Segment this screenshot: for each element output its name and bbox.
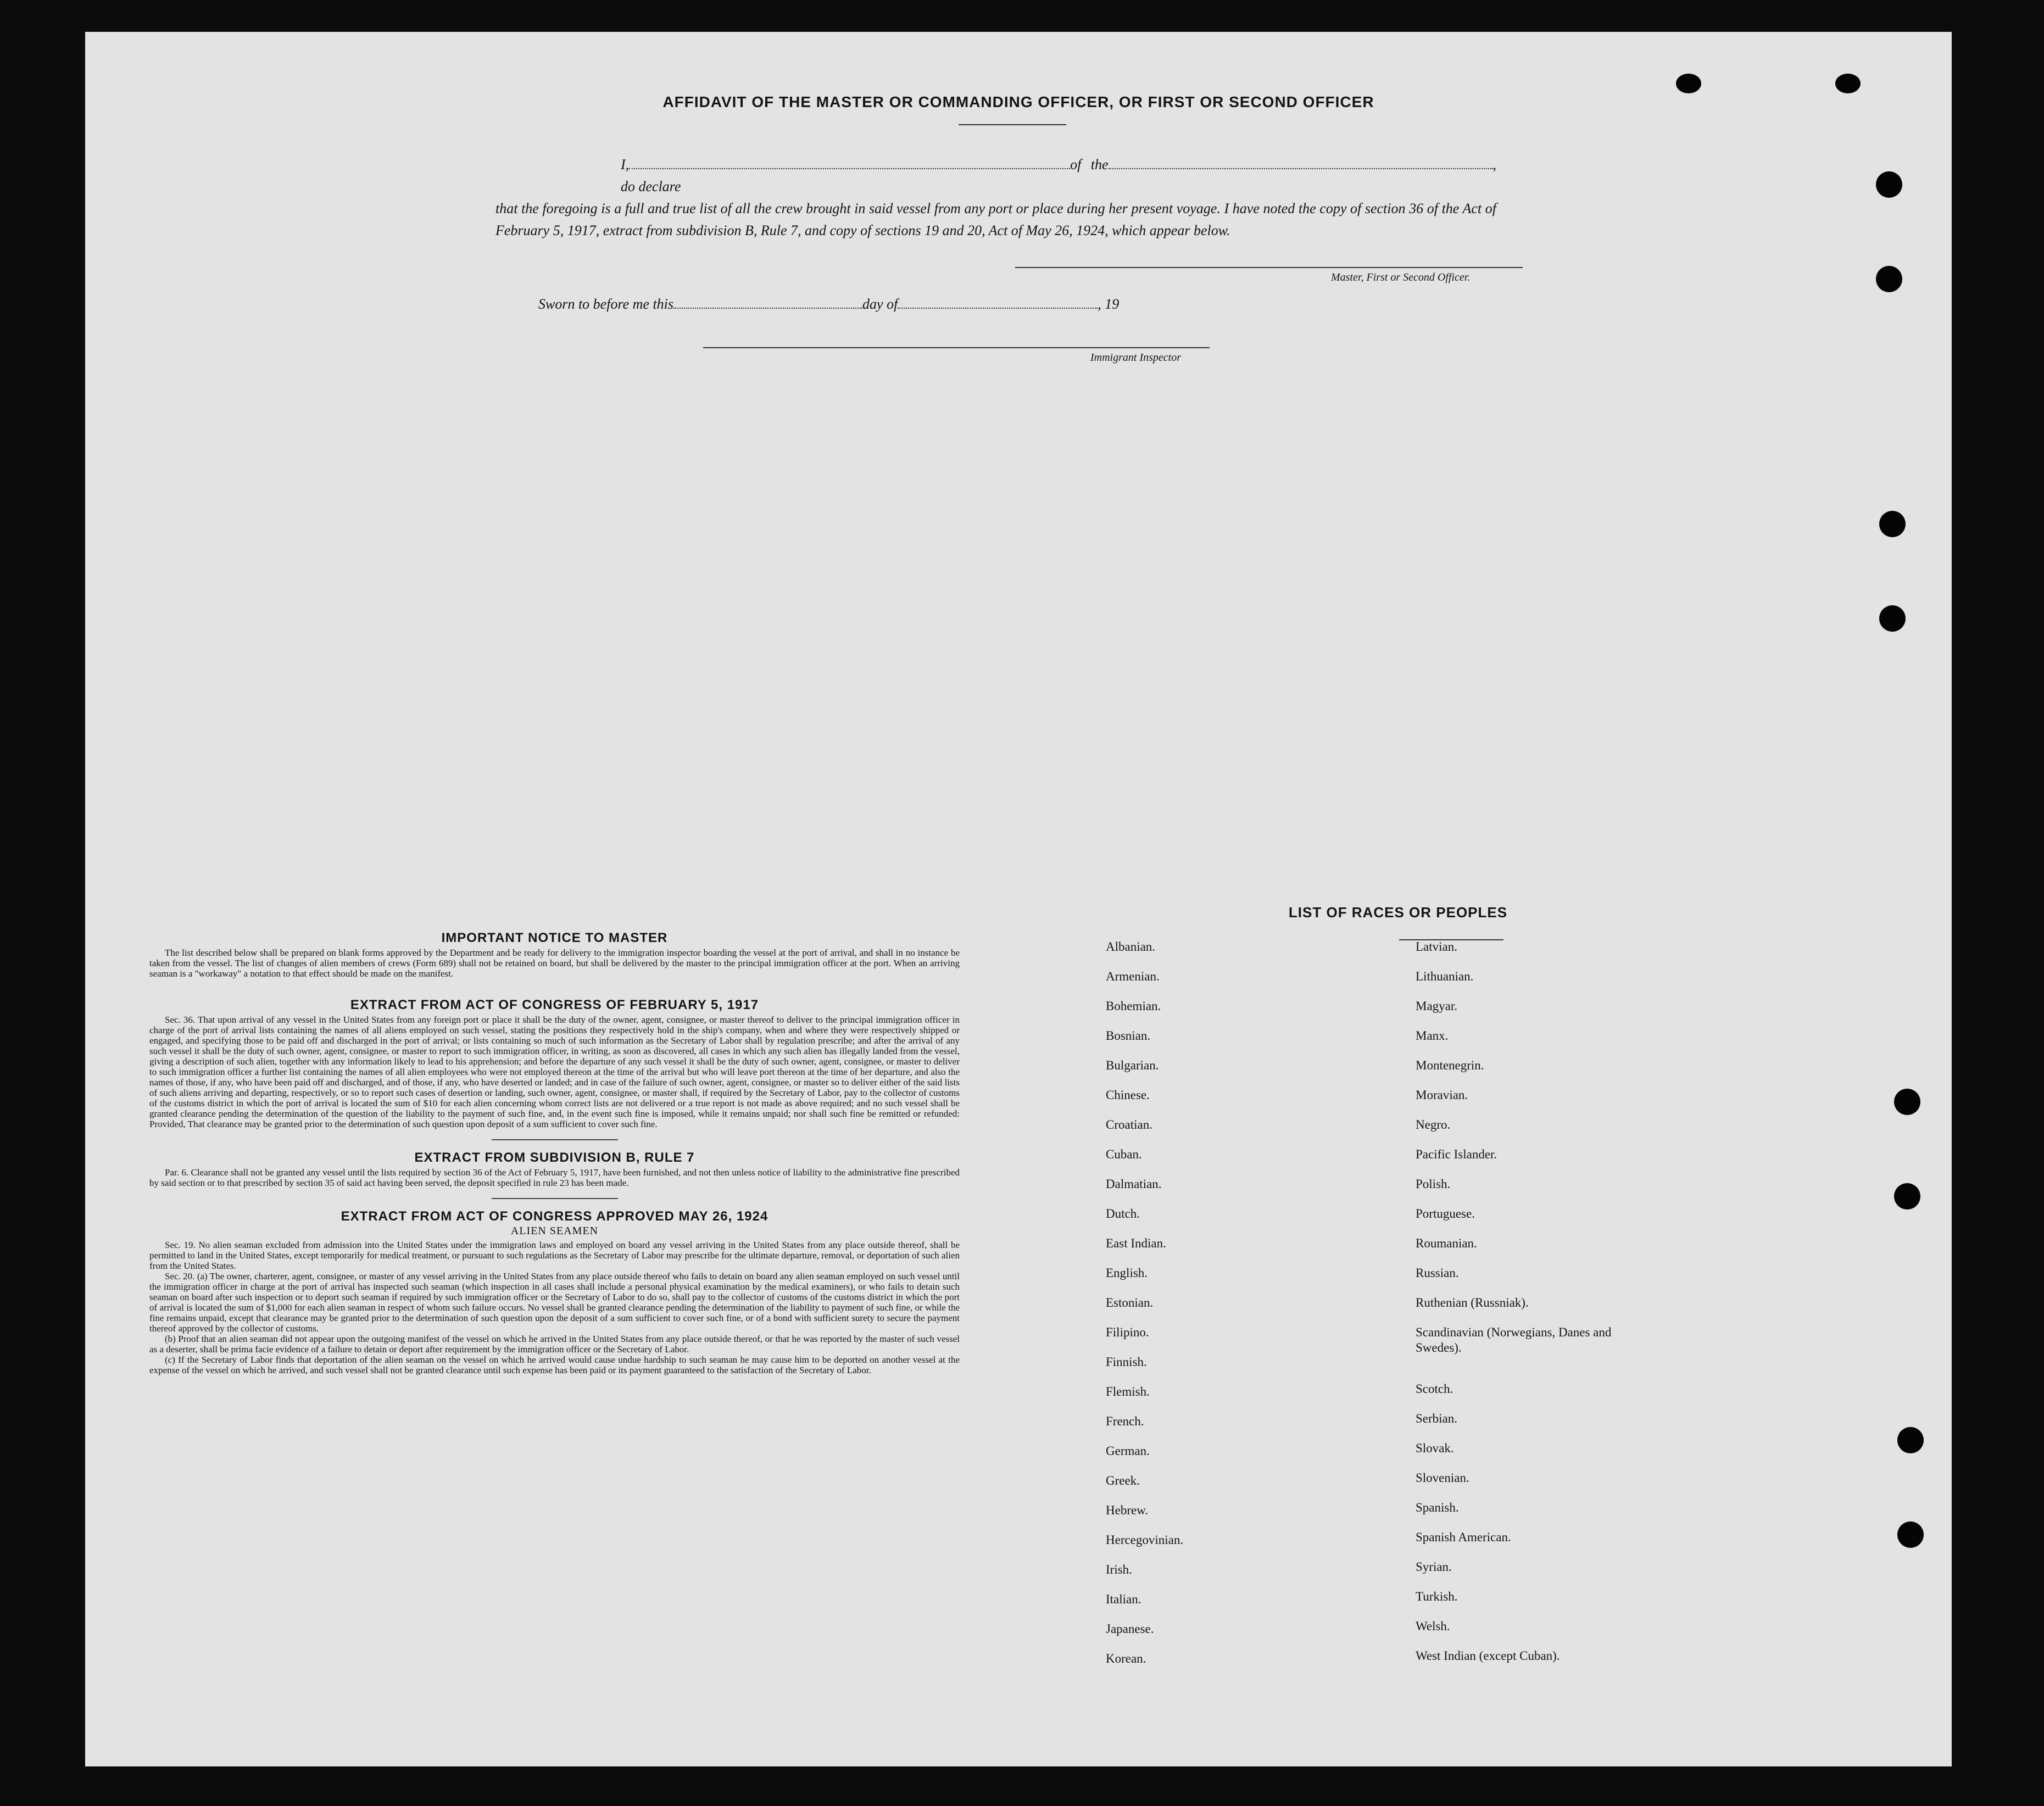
name-field[interactable] (629, 155, 1070, 169)
race-item: Finnish. (1106, 1355, 1147, 1369)
race-item: Negro. (1416, 1118, 1451, 1131)
day-of-label: day of (862, 296, 898, 312)
race-item: Slovak. (1416, 1441, 1454, 1455)
extract-1924-title: EXTRACT FROM ACT OF CONGRESS APPROVED MAY 26, 1924 (341, 1209, 768, 1224)
race-item: Hercegovinian. (1106, 1533, 1184, 1547)
binder-hole (1876, 266, 1902, 292)
notice-title: IMPORTANT NOTICE TO MASTER (441, 930, 668, 945)
race-item: Bohemian. (1106, 999, 1161, 1013)
race-item: Bulgarian. (1106, 1058, 1159, 1072)
inspector-signature-line[interactable] (703, 347, 1210, 348)
race-item: East Indian. (1106, 1236, 1166, 1250)
race-item: Turkish. (1416, 1590, 1458, 1603)
race-item: Scandinavian (Norwegians, Danes and Swedes). (1416, 1325, 1612, 1354)
race-item: Korean. (1106, 1652, 1146, 1665)
race-item: Bosnian. (1106, 1029, 1151, 1043)
race-item: Slovenian. (1416, 1471, 1469, 1485)
title-divider (959, 124, 1066, 125)
affidavit-declaration-line (495, 154, 1496, 198)
sworn-line (538, 294, 1119, 313)
races-column-1 (1106, 939, 1358, 1681)
master-signature-caption: Master, First or Second Officer. (1331, 271, 1471, 283)
race-item: Dalmatian. (1106, 1177, 1162, 1191)
race-item: Italian. (1106, 1592, 1141, 1606)
race-item: West Indian (except Cuban). (1416, 1649, 1560, 1663)
race-item: Cuban. (1106, 1147, 1142, 1161)
race-item: Portuguese. (1416, 1207, 1475, 1220)
race-item: Irish. (1106, 1563, 1132, 1576)
binder-hole (1897, 1427, 1924, 1453)
race-item: Syrian. (1416, 1560, 1452, 1574)
races-column-2 (1416, 939, 1646, 1678)
sec19-text: Sec. 19. No alien seaman excluded from admission into the United States under the immigration laws and employed on board any vessel arriving in the United States from any place outside thereof, shall be permitted to land in the United States, except temporarily for medical treatment, or pursuant to such regulations as the Secretary of Labor may prescribe for the ultimate departure, removal, or deportation of such alien from the United States. (149, 1240, 960, 1271)
race-item: Montenegrin. (1416, 1058, 1484, 1072)
sworn-label: Sworn to before me this (538, 296, 674, 312)
form-page (85, 32, 1952, 1766)
race-item: Scotch. (1416, 1382, 1453, 1396)
race-item: Roumanian. (1416, 1236, 1477, 1250)
declare-suffix: , do declare (621, 157, 1496, 194)
race-item: French. (1106, 1414, 1144, 1428)
declarant-prefix: I, (621, 157, 630, 172)
race-item: Albanian. (1106, 940, 1156, 954)
race-item: English. (1106, 1266, 1148, 1280)
race-item: Hebrew. (1106, 1503, 1149, 1517)
legal-extracts (149, 930, 960, 1375)
race-item: Magyar. (1416, 999, 1458, 1013)
extract-1917-title: EXTRACT FROM ACT OF CONGRESS OF FEBRUARY 5, 1917 (350, 997, 759, 1012)
section-divider (492, 1139, 618, 1140)
binder-hole (1876, 171, 1902, 198)
race-item: Lithuanian. (1416, 969, 1474, 983)
year-label: , 19 (1098, 296, 1120, 312)
race-item: Pacific Islander. (1416, 1147, 1497, 1161)
vessel-prefix: of the (1070, 157, 1109, 172)
affidavit-title: AFFIDAVIT OF THE MASTER OR COMMANDING OFFICER, OR FIRST OR SECOND OFFICER (662, 93, 1374, 110)
alien-seamen-subtitle: ALIEN SEAMEN (510, 1225, 599, 1237)
sworn-day-field[interactable] (673, 294, 862, 309)
races-title: LIST OF RACES OR PEOPLES (1288, 904, 1508, 921)
race-item: Latvian. (1416, 940, 1457, 954)
binder-hole (1676, 74, 1701, 93)
affidavit-text: that the foregoing is a full and true list of all the crew brought in said vessel from any port or place during her present voyage. I have noted the copy of section 36 of the Act of February 5, 1917, extract from subdivision B, Rule 7, and copy of sections 19 and 20, Act of May 26, 1924, which appear below. (495, 200, 1496, 238)
race-item: Manx. (1416, 1029, 1449, 1043)
master-signature-line[interactable] (1015, 267, 1523, 268)
race-item: Spanish. (1416, 1501, 1459, 1514)
race-item: Armenian. (1106, 969, 1160, 983)
extract-rule7-text: Par. 6. Clearance shall not be granted any vessel until the lists required by section 36 of the Act of February 5, 1917, have been furnished, and not then unless notice of liability to the administrative fine prescribed by said section or to that prescribed by section 35 of said act having been served, the deposit specified in rule 23 has been made. (149, 1167, 960, 1188)
sworn-month-field[interactable] (898, 294, 1098, 309)
race-item: Dutch. (1106, 1207, 1140, 1220)
race-item: Croatian. (1106, 1118, 1152, 1131)
binder-hole (1894, 1089, 1920, 1115)
sec20c-text: (c) If the Secretary of Labor finds that deportation of the alien seaman on the vessel on which he arrived would cause undue hardship to such seaman he may cause him to be deported on another vessel at the expense of the vessel on which he arrived, and such vessel shall not be granted clearance until such expense has been paid or its payment guaranteed to the satisfaction of the Secretary of Labor. (149, 1354, 960, 1375)
extract-rule7-title: EXTRACT FROM SUBDIVISION B, RULE 7 (414, 1150, 695, 1165)
race-item: Moravian. (1416, 1088, 1468, 1102)
binder-hole (1879, 605, 1906, 632)
extract-1917-text: Sec. 36. That upon arrival of any vessel in the United States from any foreign port or place it shall be the duty of the owner, agent, consignee, or master thereof to deliver to the principal immigration officer in charge of the port of arrival lists containing the names of all aliens employed on such vessel, stating the positions they respectively hold in the ship's company, when and where they were respectively shipped or engaged, and specifying those to be paid off and discharged in the port of arrival; or lists containing so much of such information as the Secretary of Labor shall by regulation prescribe; and after the arrival of any such vessel it shall be the duty of such owner, agent, consignee, or master to report to such immigration officer, in writing, as soon as discovered, all cases in which any such alien has illegally landed from the vessel, giving a description of such alien, together with any information likely to lead to his apprehension; and before the departure of any such vessel it shall be the duty of such owner, agent, consignee, or master to deliver to such immigration officer a further list containing the names of all alien employees who were not employed thereon at the time of the arrival but who will leave port thereon at the time of her departure, and also the names of those, if any, who have been paid off and discharged, and of those, if any, who have deserted or landed; and in case of the failure of such owner, agent, consignee, or master so to deliver either of the said lists of such aliens arriving and departing, respectively, or so to report such cases of desertion or landing, such owner, agent, consignee, or master shall, if required by the Secretary of Labor, pay to the collector of customs of the customs district in which the port of arrival is located the sum of $10 for each alien concerning whom correct lists are not delivered or a true report is not made as above required; and no such vessel shall be granted clearance pending the determination of the question of the liability to the payment of such fine, and, in the event such fine is imposed, while it remains unpaid; nor shall such fine be remitted or refunded: Provided, That clearance may be granted prior to the determination of such question upon deposit of a sum sufficient to cover such fine. (149, 1015, 960, 1129)
race-item: Japanese. (1106, 1622, 1154, 1636)
race-item: Estonian. (1106, 1296, 1154, 1309)
race-item: German. (1106, 1444, 1150, 1458)
race-item: Chinese. (1106, 1088, 1150, 1102)
race-item: Filipino. (1106, 1325, 1149, 1339)
binder-hole (1879, 511, 1906, 537)
race-item: Ruthenian (Russniak). (1416, 1296, 1529, 1309)
affidavit-body (495, 154, 1496, 242)
race-item: Greek. (1106, 1474, 1140, 1487)
sec20b-text: (b) Proof that an alien seaman did not appear upon the outgoing manifest of the vessel on which he arrived in the United States from any place outside thereof, or that he was reported by the master of such vessel as a deserter, shall be prima facie evidence of a failure to detain or deport after requirement by the immigration officer or the Secretary of Labor. (149, 1334, 960, 1354)
notice-text: The list described below shall be prepared on blank forms approved by the Department and be ready for delivery to the immigration inspector boarding the vessel at the port of arrival, and shall in no instance be taken from the vessel. The list of changes of alien members of crews (Form 689) shall not be retained on board, but shall be delivered by the master to the principal immigration officer at the port. When an arriving seaman is a "workaway" a notation to that effect should be made on the manifest. (149, 947, 960, 979)
race-item: Russian. (1416, 1266, 1459, 1280)
race-item: Serbian. (1416, 1412, 1458, 1425)
race-item: Polish. (1416, 1177, 1451, 1191)
sec20a-text: Sec. 20. (a) The owner, charterer, agent, consignee, or master of any vessel arriving in the United States from any place outside thereof who fails to detain on board any alien seaman employed on such vessel until the immigration officer in charge at the port of arrival has inspected such seaman (which inspection in all cases shall include a personal physical examination by the medical examiners), or who fails to detain such seaman on board after such inspection or to deport such seaman if required by such immigration officer or the Secretary of Labor to do so, shall pay to the collector of customs of the customs district in which the port of arrival is located the sum of $1,000 for each alien seaman in respect of whom such failure occurs. No vessel shall be granted clearance pending the determination of the liability to payment of such fine, or while the fine remains unpaid, except that clearance may be granted prior to the determination of such question upon the deposit of a sum sufficient to cover such fine, or of a bond with sufficient surety to secure the payment thereof approved by the collector of customs. (149, 1271, 960, 1334)
binder-hole (1835, 74, 1861, 93)
vessel-field[interactable] (1109, 155, 1493, 169)
section-divider (492, 1198, 618, 1199)
race-item: Welsh. (1416, 1619, 1450, 1633)
binder-hole (1897, 1521, 1924, 1548)
inspector-caption: Immigrant Inspector (1090, 352, 1181, 364)
binder-hole (1894, 1183, 1920, 1209)
race-item: Spanish American. (1416, 1530, 1511, 1544)
race-item: Flemish. (1106, 1385, 1150, 1398)
